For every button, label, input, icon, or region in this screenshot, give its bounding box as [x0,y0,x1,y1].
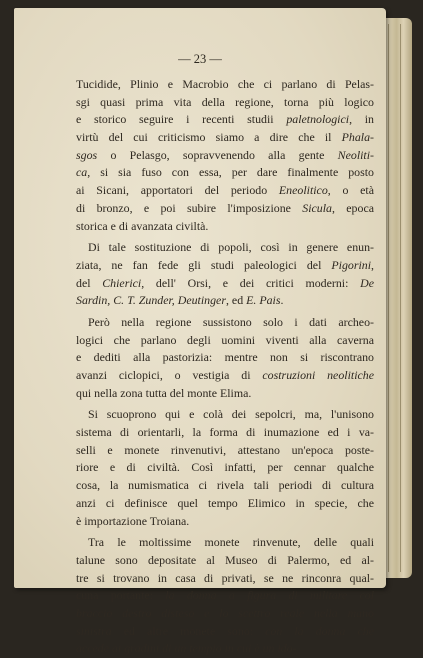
text-segment: Tucidide, Plinio e Macrobio che ci parlano di Pelas- [76,77,374,91]
paragraph [76,314,374,402]
text-segment: , si sia fuso con essa, per dare finalmente posto [87,165,374,180]
text-line [76,292,374,310]
text-line [76,513,374,531]
italic-segment: sinistra [76,623,112,638]
text-segment: storica e di avanzata civiltà. [76,218,209,233]
text-segment: logici che parlano degli uomini viventi alla caverna [76,332,374,347]
text-segment: qui nella zona tutta del monte Elima. [76,385,252,400]
italic-segment: E. Pais [246,293,281,308]
text-line [76,129,374,147]
text-segment: di bronzo, e poi subire l'imposizione [76,200,303,215]
text-segment: anzi ci definisce quel tempo Elimico in specie, che [76,495,374,510]
italic-segment: Neoliti- [337,147,374,162]
text-line [76,164,374,182]
text-line [76,495,374,513]
paragraph [76,406,374,530]
text-segment: ziata, ne fan fede gli studi paleologici del [76,257,332,272]
text-line [76,477,374,495]
text-line [76,534,374,552]
text-segment: , ed [225,293,247,308]
italic-segment: costruzioni neolitiche [262,368,374,382]
text-segment: cosa, la numismatica ci rivela tali periodi di cultura [76,478,374,493]
text-line [76,76,374,94]
text-line [76,385,374,403]
text-line [76,218,374,236]
text-line [76,332,374,350]
text-line [76,367,374,385]
text-segment: è importazione Troiana. [76,513,190,528]
text-line [76,442,374,460]
text-segment: Di tale sostituzione di popoli, così in genere enun- [88,240,374,255]
text-segment: Si scuoprono qui e colà dei sepolcri, ma, l'unisono [88,407,374,422]
text-segment: sistema di orientarli, la forma di inumazione ed i va- [76,425,374,440]
text-segment: , [371,257,374,272]
italic-segment: Eneolitico [278,183,328,198]
book-page [14,8,386,656]
text-segment: cuna portante: [76,588,166,603]
text-segment: , epoca [331,200,374,215]
text-line [76,94,374,112]
paragraph [76,76,374,235]
italic-segment: Phala- [341,130,374,145]
paragraph [76,239,374,310]
text-line [76,605,374,623]
page-number: — 23 — [178,52,222,66]
text-line [76,552,374,570]
text-segment: , o età [327,183,374,198]
text-segment: o Pelasgo, sopravvenendo alla gente [97,147,338,162]
text-line [76,640,374,658]
text-segment: . [280,293,284,308]
italic-segment: Pigorini [331,257,372,272]
text-line [76,239,374,257]
text-line [76,623,374,641]
text-line [76,459,374,477]
text-segment: Tra le moltissime monete rinvenute, delle quali [88,535,374,550]
italic-segment: accede ai gradini di un tempio in cui è un ido- [76,641,297,656]
italic-segment: Sardin, C. T. Zunder, Deutinger [76,293,226,308]
text-segment: Però nella regione sussistono solo i dati archeo- [88,314,374,329]
text-segment: avanzi ciclopici, o vestigia di [76,368,263,382]
text-line [76,182,374,200]
text-segment: , dell' Orsi, e dei critici moderni: [141,275,361,290]
text-segment: riore e di civiltà. Così infatti, per cennar qualche [76,460,374,475]
text-segment: , in [349,112,374,127]
text-line [76,275,374,293]
text-line [76,424,374,442]
body-text [76,76,374,658]
text-line [76,570,374,588]
text-segment: del [76,275,103,290]
italic-segment: Chierici [102,275,142,290]
italic-segment: paletnologici [286,112,350,127]
text-line [76,587,374,605]
text-segment: ed altre monete sono: [111,623,266,638]
italic-segment: braccio destro disteso e lo scettro reale nella mano [76,605,374,620]
italic-segment: Sicula [302,200,332,215]
text-segment: sgi quasi prima vita della regione, torna più logico [76,94,374,109]
italic-segment: ca [76,165,88,180]
text-line [76,111,374,129]
text-segment: virtù del cui criticismo siamo a dire che il [76,130,342,145]
text-segment: talune sono depositate al Museo di Palermo, ed al- [76,552,374,567]
italic-segment: la donna a figura di militare col [165,588,374,603]
paragraph [76,534,374,658]
italic-segment: sgos [76,147,98,162]
text-segment: ai Sicani, apportatori del periodo [76,183,279,198]
text-line [76,200,374,218]
text-segment: tre si trovano in casa di privati, se ne rinconra qual- [76,570,374,585]
text-line [76,147,374,165]
italic-segment: De [360,275,374,290]
text-line [76,406,374,424]
text-segment: e dediti alla pastorizia: mentre non si riscontrano [76,350,374,365]
text-line [76,257,374,275]
text-segment: selli e monete rinvenutivi, attestano un'epoca poste- [76,442,374,457]
text-segment: e storico seguire i recenti studii [76,112,287,127]
text-line [76,349,374,367]
text-line [76,314,374,332]
italic-segment: con la donna che [265,623,374,638]
